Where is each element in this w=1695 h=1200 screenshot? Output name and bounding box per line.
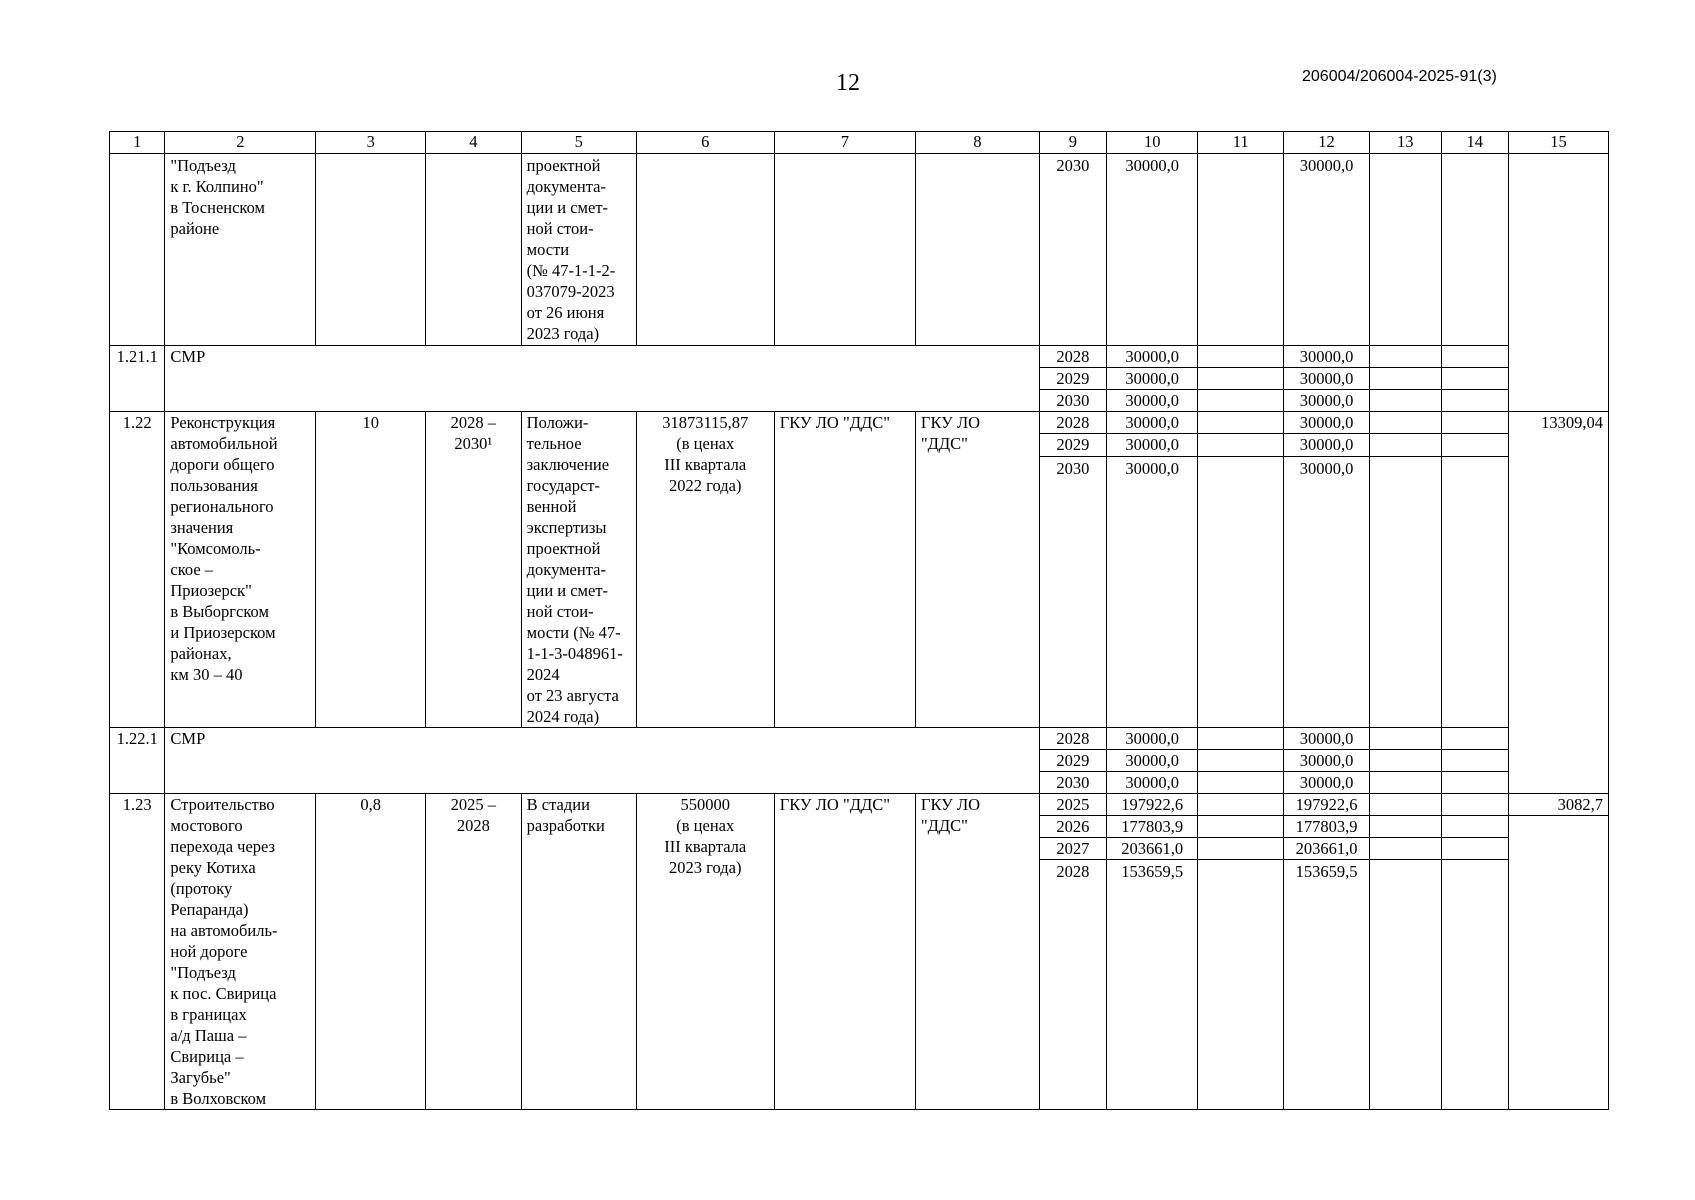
total-cell: 30000,0 xyxy=(1107,154,1198,346)
regional-cell: 153659,5 xyxy=(1284,860,1370,1110)
total-cell: 177803,9 xyxy=(1107,816,1198,838)
investment-table xyxy=(109,131,1609,1110)
year-cell: 2030 xyxy=(1039,456,1106,727)
year-cell: 2030 xyxy=(1039,772,1106,794)
page-number: 12 xyxy=(836,70,860,96)
row-number: 1.22.1 xyxy=(110,728,165,794)
cost-cell: 550000 (в ценах III квартала 2023 года) xyxy=(636,794,774,1110)
col15-value: 3082,7 xyxy=(1508,794,1608,816)
cost-cell: 31873115,87 (в ценах III квартала 2022 года) xyxy=(636,412,774,728)
object-name: Строительство мостового перехода через реку Котиха (протоку Репаранда) на автомобиль- ной дороге "Подъезд к пос. Свирица в границах а/д Паша – Свирица – Загубье" в Волховском xyxy=(165,794,316,1110)
column-header: 10 xyxy=(1107,132,1198,154)
column-header: 14 xyxy=(1441,132,1508,154)
regional-cell: 30000,0 xyxy=(1284,390,1370,412)
regional-cell: 30000,0 xyxy=(1284,456,1370,727)
table-row xyxy=(110,794,1609,816)
year-cell: 2026 xyxy=(1039,816,1106,838)
total-cell: 30000,0 xyxy=(1107,750,1198,772)
regional-cell: 30000,0 xyxy=(1284,434,1370,456)
year-cell: 2029 xyxy=(1039,750,1106,772)
column-header: 1 xyxy=(110,132,165,154)
row-number: 1.22 xyxy=(110,412,165,728)
row-number: 1.21.1 xyxy=(110,346,165,412)
regional-cell: 30000,0 xyxy=(1284,728,1370,750)
developer-cell: ГКУ ЛО "ДДС" xyxy=(915,412,1039,728)
year-cell: 2029 xyxy=(1039,434,1106,456)
basis-document: проектной документа- ции и смет- ной стои- мости (№ 47-1-1-2- 037079-2023 от 26 июня 2023 года) xyxy=(521,154,636,346)
customer-cell: ГКУ ЛО "ДДС" xyxy=(774,412,915,728)
period-cell: 2028 – 2030¹ xyxy=(426,412,522,728)
year-cell: 2030 xyxy=(1039,154,1106,346)
total-cell: 30000,0 xyxy=(1107,368,1198,390)
total-cell: 30000,0 xyxy=(1107,412,1198,434)
column-header: 13 xyxy=(1369,132,1441,154)
column-header: 9 xyxy=(1039,132,1106,154)
total-cell: 203661,0 xyxy=(1107,838,1198,860)
year-cell: 2028 xyxy=(1039,860,1106,1110)
year-cell: 2028 xyxy=(1039,412,1106,434)
column-header: 4 xyxy=(426,132,522,154)
total-cell: 30000,0 xyxy=(1107,434,1198,456)
capacity-cell: 10 xyxy=(316,412,426,728)
table-row xyxy=(110,154,1609,346)
basis-document: Положи- тельное заключение государст- венной экспертизы проектной документа- ции и смет- ной стои- мости (№ 47- 1-1-3-048961- 2024 от 23 августа 2024 года) xyxy=(521,412,636,728)
regional-cell: 203661,0 xyxy=(1284,838,1370,860)
customer-cell: ГКУ ЛО "ДДС" xyxy=(774,794,915,1110)
regional-cell: 30000,0 xyxy=(1284,412,1370,434)
total-cell: 30000,0 xyxy=(1107,456,1198,727)
column-header: 12 xyxy=(1284,132,1370,154)
column-header: 8 xyxy=(915,132,1039,154)
document-id: 206004/206004-2025-91(3) xyxy=(1302,68,1497,85)
regional-cell: 30000,0 xyxy=(1284,772,1370,794)
table-row xyxy=(110,412,1609,434)
year-cell: 2028 xyxy=(1039,346,1106,368)
column-header: 15 xyxy=(1508,132,1608,154)
row-number: 1.23 xyxy=(110,794,165,1110)
total-cell: 30000,0 xyxy=(1107,390,1198,412)
year-cell: 2027 xyxy=(1039,838,1106,860)
developer-cell: ГКУ ЛО "ДДС" xyxy=(915,794,1039,1110)
table-row xyxy=(110,346,1609,368)
column-header: 11 xyxy=(1198,132,1284,154)
regional-cell: 30000,0 xyxy=(1284,154,1370,346)
column-header: 2 xyxy=(165,132,316,154)
year-cell: 2029 xyxy=(1039,368,1106,390)
object-name: Реконструкция автомобильной дороги общего пользования регионального значения "Комсомоль- ское – Приозерск" в Выборгском и Приозерском районах, км 30 – 40 xyxy=(165,412,316,728)
object-name: "Подъезд к г. Колпино" в Тосненском районе xyxy=(165,154,316,346)
regional-cell: 30000,0 xyxy=(1284,346,1370,368)
total-cell: 30000,0 xyxy=(1107,772,1198,794)
basis-document: В стадии разработки xyxy=(521,794,636,1110)
column-header: 6 xyxy=(636,132,774,154)
column-header: 5 xyxy=(521,132,636,154)
period-cell: 2025 – 2028 xyxy=(426,794,522,1110)
col15-value: 13309,04 xyxy=(1508,412,1608,794)
total-cell: 30000,0 xyxy=(1107,728,1198,750)
total-cell: 30000,0 xyxy=(1107,346,1198,368)
column-header: 3 xyxy=(316,132,426,154)
regional-cell: 177803,9 xyxy=(1284,816,1370,838)
regional-cell: 30000,0 xyxy=(1284,368,1370,390)
object-name: СМР xyxy=(165,728,1039,794)
year-cell: 2030 xyxy=(1039,390,1106,412)
regional-cell: 30000,0 xyxy=(1284,750,1370,772)
table-row xyxy=(110,728,1609,750)
column-number-header xyxy=(110,132,1609,154)
year-cell: 2028 xyxy=(1039,728,1106,750)
regional-cell: 197922,6 xyxy=(1284,794,1370,816)
column-header: 7 xyxy=(774,132,915,154)
object-name: СМР xyxy=(165,346,1039,412)
total-cell: 153659,5 xyxy=(1107,860,1198,1110)
year-cell: 2025 xyxy=(1039,794,1106,816)
total-cell: 197922,6 xyxy=(1107,794,1198,816)
capacity-cell: 0,8 xyxy=(316,794,426,1110)
